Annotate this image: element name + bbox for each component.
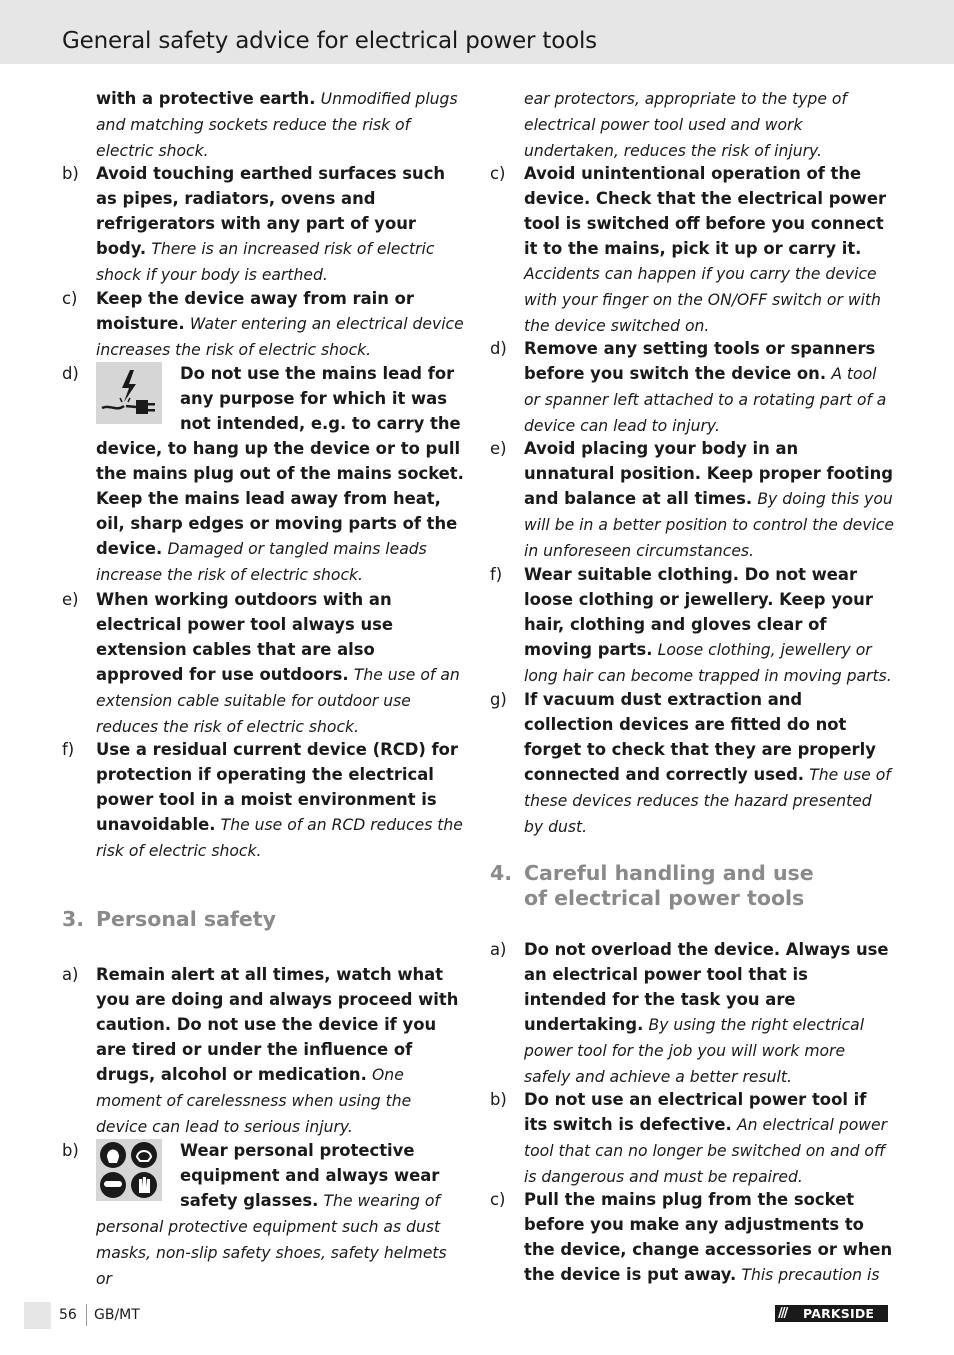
item-label: a) <box>62 965 79 984</box>
country-code: GB/MT <box>94 1307 140 1323</box>
item-bold: Avoid touching earthed surfaces such as pipes, radiators, ovens and refrigerators with any part of your body. <box>96 164 446 258</box>
item-italic: There is an increased risk of electric shock if your body is earthed. <box>96 240 435 284</box>
section-number: 3. <box>62 907 85 931</box>
item-bold: Do not use an electrical power tool if its switch is defective. <box>524 1090 867 1134</box>
item-label: c) <box>490 1190 506 1209</box>
section-title-line-2: of electrical power tools <box>524 886 805 910</box>
left-intro-bold: with a protective earth. <box>96 89 316 108</box>
item-bold: Pull the mains plug from the socket before you make any adjustments to the device, change accessories or when the device is put away. <box>524 1190 893 1284</box>
list-item-g <box>490 687 894 861</box>
page-title: General safety advice for electrical power tools <box>62 28 597 54</box>
item-label: b) <box>62 1141 79 1160</box>
list-item-d <box>62 361 466 587</box>
right-column <box>490 86 894 1288</box>
list-item-b <box>62 161 466 286</box>
item-label: c) <box>490 164 506 183</box>
item-label: d) <box>62 364 79 383</box>
item-italic: A tool or spanner left attached to a rotating part of a device can lead to injury. <box>524 365 887 435</box>
list-item-a4 <box>490 937 894 1087</box>
page-header <box>0 0 954 64</box>
list-item-a3 <box>62 962 466 1138</box>
item-bold: Remove any setting tools or spanners before you switch the device on. <box>524 339 876 383</box>
item-bold: Avoid unintentional operation of the device. Check that the electrical power tool is switched off before you connect it to the mains, pick it up or carry it. <box>524 164 887 258</box>
item-italic: This precaution is <box>741 1266 880 1284</box>
item-italic: The wearing of personal protective equipment such as dust masks, non-slip safety shoes, safety helmets or <box>96 1192 447 1288</box>
item-label: a) <box>490 940 507 959</box>
item-bold: When working outdoors with an electrical power tool always use extension cables that are also approved for use outdoors. <box>96 590 393 684</box>
item-label: g) <box>490 690 507 709</box>
section-number: 4. <box>490 861 513 885</box>
item-bold: Wear suitable clothing. Do not wear loose clothing or jewellery. Keep your hair, clothing and gloves clear of moving parts. <box>524 565 873 659</box>
item-bold: Do not use the mains lead for any purpose for which it was not intended, e.g. to carry the device, to hang up the device or to pull the mains plug out of the mains socket. Keep the mains lead away from heat, oil, sharp edges or moving parts of the device. <box>96 364 464 558</box>
item-italic: Damaged or tangled mains leads increase the risk of electric shock. <box>96 540 427 584</box>
item-label: e) <box>490 439 507 458</box>
item-label: d) <box>490 339 507 358</box>
right-intro-italic: ear protectors, appropriate to the type of electrical power tool used and work undertaken, reduces the risk of injury. <box>524 90 847 160</box>
item-italic: An electrical power tool that can no longer be switched on and off is dangerous and must be repaired. <box>524 1116 888 1186</box>
section-title: Personal safety <box>96 907 276 931</box>
item-label: f) <box>490 565 503 584</box>
logo-text: PARKSIDE <box>803 1306 875 1321</box>
item-italic: The use of these devices reduces the hazard presented by dust. <box>524 766 891 836</box>
item-label: e) <box>62 590 79 609</box>
list-item-b3 <box>62 1138 466 1292</box>
page-number: 56 <box>59 1307 77 1323</box>
item-bold: Keep the device away from rain or moisture. <box>96 289 414 333</box>
list-item-c4 <box>490 1187 894 1288</box>
item-italic: By doing this you will be in a better position to control the device in unforeseen circumstances. <box>524 490 894 560</box>
item-italic: Accidents can happen if you carry the device with your finger on the ON/OFF switch or with the device switched on. <box>524 265 881 335</box>
item-label: b) <box>62 164 79 183</box>
list-item-d <box>490 336 894 436</box>
section-heading-careful-handling <box>490 861 894 937</box>
item-italic: The use of an RCD reduces the risk of electric shock. <box>96 816 463 860</box>
left-column <box>62 86 466 1292</box>
item-bold: If vacuum dust extraction and collection devices are fitted do not forget to check that they are properly connected and correctly used. <box>524 690 876 784</box>
item-italic: By using the right electrical power tool for the job you will work more safely and achieve a better result. <box>524 1016 865 1086</box>
logo-stripes: /// <box>778 1306 787 1321</box>
parkside-logo <box>775 1305 888 1322</box>
item-bold: Wear personal protective equipment and always wear safety glasses. <box>180 1141 440 1210</box>
right-intro <box>490 86 894 161</box>
list-item-c <box>490 161 894 336</box>
item-italic: Water entering an electrical device increases the risk of electric shock. <box>96 315 464 359</box>
list-item-c <box>62 286 466 361</box>
left-intro-italic: Unmodified plugs and matching sockets reduce the risk of electric shock. <box>96 90 458 160</box>
list-item-e <box>62 587 466 737</box>
section-heading-personal-safety <box>62 907 466 962</box>
item-bold: Remain alert at all times, watch what you are doing and always proceed with caution. Do not use the device if you are tired or under the influence of drugs, alcohol or medication. <box>96 965 459 1084</box>
item-italic: Loose clothing, jewellery or long hair can become trapped in moving parts. <box>524 641 892 685</box>
item-bold: Avoid placing your body in an unnatural position. Keep proper footing and balance at all times. <box>524 439 894 508</box>
item-italic: One moment of carelessness when using the device can lead to serious injury. <box>96 1066 412 1136</box>
damaged-cable-warning-icon <box>96 362 162 424</box>
list-item-e <box>490 436 894 562</box>
item-bold: Use a residual current device (RCD) for protection if operating the electrical power tool in a moist environment is unavoidable. <box>96 740 459 834</box>
footer-marker <box>24 1302 51 1329</box>
section-title-line-1: Careful handling and use <box>524 861 814 885</box>
item-italic: The use of an extension cable suitable for outdoor use reduces the risk of electric shock. <box>96 666 460 736</box>
item-bold: Do not overload the device. Always use an electrical power tool that is intended for the task you are undertaking. <box>524 940 889 1034</box>
item-label: f) <box>62 740 75 759</box>
list-item-f <box>490 562 894 687</box>
item-label: b) <box>490 1090 507 1109</box>
protective-equipment-icons <box>96 1139 162 1201</box>
item-label: c) <box>62 289 78 308</box>
list-item-f <box>62 737 466 907</box>
list-item-b4 <box>490 1087 894 1187</box>
left-intro <box>62 86 466 161</box>
footer-divider <box>86 1304 87 1326</box>
